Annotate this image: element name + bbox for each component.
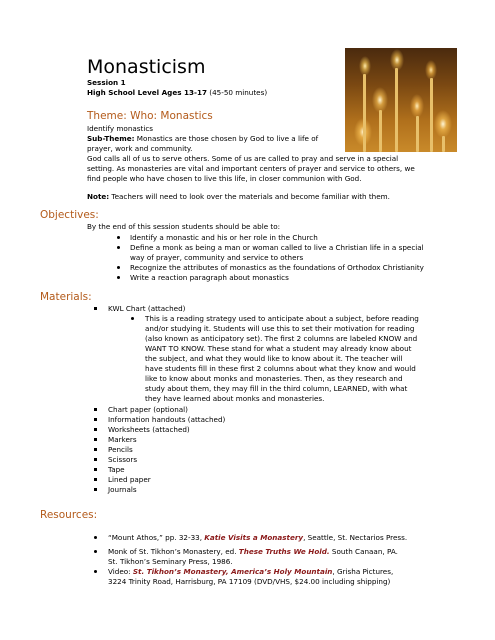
material-item: Scissors — [108, 455, 138, 464]
material-item: Pencils — [108, 445, 133, 454]
objective-item: Define a monk as being a man or woman called to live a Christian life in a special — [130, 243, 424, 252]
resource-item — [108, 547, 398, 556]
bullet-dot — [117, 276, 120, 279]
level-line — [87, 88, 267, 97]
candle-shape — [442, 136, 445, 152]
bullet-square — [94, 468, 97, 471]
bullet-square — [94, 307, 97, 310]
kwl-description-line: the subject, and what they would like to know about it. The teacher will — [145, 354, 403, 363]
bullet-dot — [131, 317, 134, 320]
candle-shape — [379, 110, 382, 152]
kwl-description-line: they have learned about monks and monasteries. — [145, 394, 325, 403]
resource-item-cont: St. Tikhon’s Seminary Press, 1986. — [108, 557, 233, 566]
subtheme-line-2: prayer, work and community. — [87, 144, 193, 153]
bullet-square — [94, 478, 97, 481]
resource-text: , Seattle, St. Nectarios Press. — [303, 533, 408, 542]
kwl-description-line: This is a reading strategy used to anticipate about a subject, before reading — [145, 314, 419, 323]
bullet-square — [94, 448, 97, 451]
candle-shape — [395, 68, 398, 152]
kwl-description-line: and/or studying it. Students will use this to set their motivation for reading — [145, 324, 415, 333]
theme-line: Identify monastics — [87, 124, 154, 133]
theme-heading: Theme: Who: Monastics — [87, 110, 213, 122]
kwl-description-line: WANT TO KNOW. These stand for what a student may already know about — [145, 344, 412, 353]
objective-item: Recognize the attributes of monastics as the foundations of Orthodox Christianity — [130, 263, 424, 272]
resource-text: “Mount Athos,” pp. 32-33, — [108, 533, 205, 542]
bullet-dot — [94, 570, 97, 573]
resource-item — [108, 533, 407, 542]
resource-title: St. Tikhon’s Monastery, America’s Holy Mountain — [132, 567, 333, 576]
resource-title: Katie Visits a Monastery — [204, 533, 304, 542]
kwl-description-line: study about them, they may fill in the third column, LEARNED, with what — [145, 384, 408, 393]
level-duration: (45-50 minutes) — [209, 88, 268, 97]
subtheme-label: Sub-Theme: — [87, 134, 135, 143]
material-item: Markers — [108, 435, 137, 444]
intro-paragraph-line: find people who have chosen to live this life, in closer communion with God. — [87, 174, 362, 183]
material-item: Worksheets (attached) — [108, 425, 190, 434]
subtheme-text: Monastics are those chosen by God to live a life of — [134, 134, 319, 143]
kwl-description-line: have students fill in these first 2 columns about what they know and would — [145, 364, 416, 373]
bullet-square — [94, 438, 97, 441]
bullet-dot — [94, 550, 97, 553]
note-line — [87, 192, 390, 201]
material-item: Information handouts (attached) — [108, 415, 226, 424]
materials-heading: Materials: — [40, 291, 92, 303]
subtheme-line — [87, 134, 318, 143]
objective-item-cont: way of prayer, community and service to others — [130, 253, 304, 262]
material-item: Chart paper (optional) — [108, 405, 188, 414]
bullet-square — [94, 408, 97, 411]
resource-text: South Canaan, PA. — [329, 547, 398, 556]
bullet-square — [94, 428, 97, 431]
resource-text: , Grisha Pictures, — [332, 567, 394, 576]
candle-shape — [416, 116, 419, 152]
objective-item: Write a reaction paragraph about monastics — [130, 273, 289, 282]
objectives-heading: Objectives: — [40, 209, 99, 221]
bullet-dot — [117, 236, 120, 239]
material-item: Journals — [108, 485, 137, 494]
bullet-dot — [94, 536, 97, 539]
resource-item-cont: 3224 Trinity Road, Harrisburg, PA 17109 (DVD/VHS, $24.00 including shipping) — [108, 577, 391, 586]
intro-paragraph-line: setting. As monasteries are vital and important centers of prayer and service to others, we — [87, 164, 415, 173]
kwl-description-line: like to know about monks and monasteries. Then, as they research and — [145, 374, 403, 383]
session-label: Session 1 — [87, 78, 126, 87]
intro-paragraph-line: God calls all of us to serve others. Some of us are called to pray and serve in a special — [87, 154, 399, 163]
note-text: Teachers will need to look over the materials and become familiar with them. — [109, 192, 390, 201]
material-item: KWL Chart (attached) — [108, 304, 186, 313]
bullet-square — [94, 418, 97, 421]
material-item: Tape — [108, 465, 125, 474]
bullet-dot — [117, 246, 120, 249]
resource-text: Video: — [108, 567, 133, 576]
bullet-square — [94, 458, 97, 461]
resource-item — [108, 567, 393, 576]
objectives-intro: By the end of this session students should be able to: — [87, 222, 281, 231]
material-item: Lined paper — [108, 475, 151, 484]
bullet-dot — [117, 266, 120, 269]
candle-shape — [363, 74, 366, 152]
resources-heading: Resources: — [40, 509, 98, 521]
bullet-square — [94, 488, 97, 491]
objective-item: Identify a monastic and his or her role in the Church — [130, 233, 318, 242]
candles-photo — [345, 48, 457, 152]
level-bold: High School Level Ages 13-17 — [87, 88, 207, 97]
resource-title: These Truths We Hold. — [238, 547, 330, 556]
candle-shape — [430, 78, 433, 152]
kwl-description-line: (also known as anticipatory set). The first 2 columns are labeled KNOW and — [145, 334, 418, 343]
resource-text: Monk of St. Tikhon’s Monastery, ed. — [108, 547, 239, 556]
page-title: Monasticism — [87, 56, 206, 78]
note-label: Note: — [87, 192, 110, 201]
